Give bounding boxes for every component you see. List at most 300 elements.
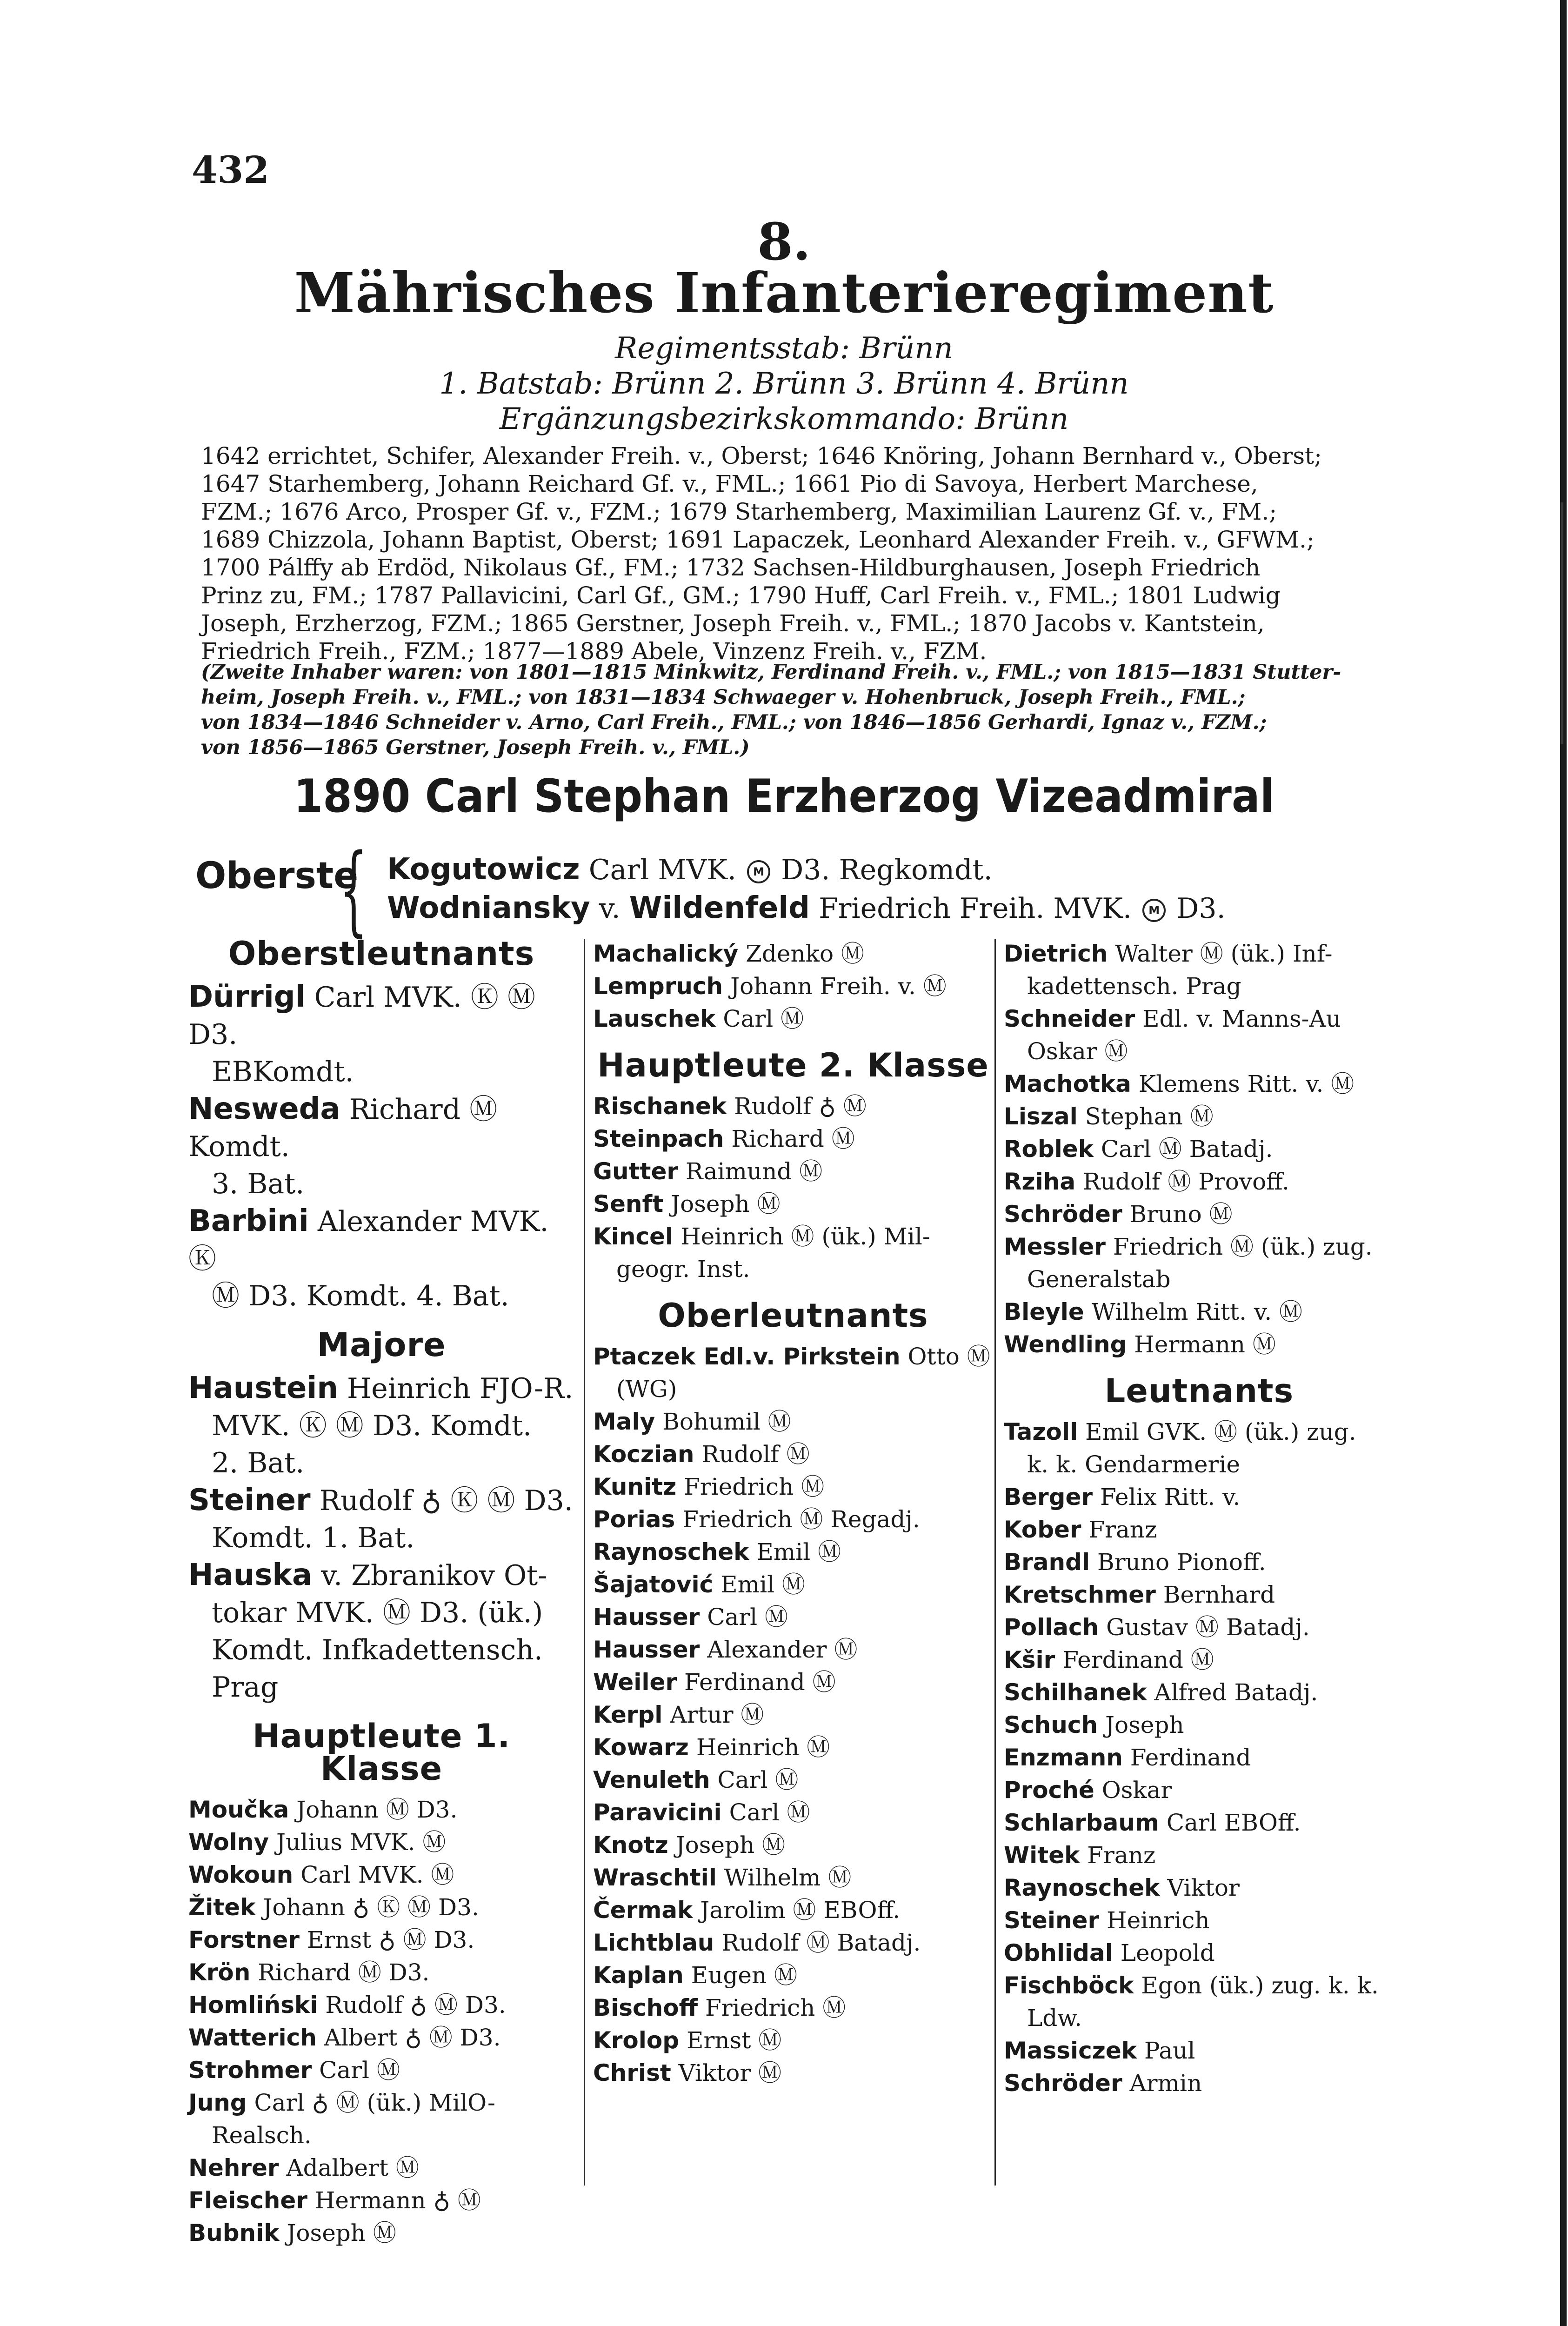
- entry-details: Eugen Ⓜ: [691, 1962, 798, 1989]
- entry-details: Joseph Ⓜ: [287, 2219, 396, 2246]
- entry-tail: D3. Regkomdt.: [781, 854, 993, 886]
- oberst-entry: [387, 852, 993, 887]
- entry-line: [1004, 1969, 1395, 2002]
- officer-entry: [593, 1829, 993, 1861]
- officer-entry: [1004, 1481, 1395, 1513]
- entry-details: Rudolf ♁ Ⓜ: [734, 1093, 867, 1120]
- majore-list: [188, 1370, 574, 1706]
- officer-entry: [188, 1203, 574, 1315]
- entry-details: Carl Ⓜ Batadj.: [1101, 1136, 1273, 1163]
- history-line: 1700 Pálffy ab Erdöd, Nikolaus Gf., FM.; 1732 Sachsen-Hildburghausen, Joseph Friedrich: [201, 554, 1261, 581]
- regiment-number: 8.: [757, 212, 811, 272]
- entry-details: Rudolf ♁ Ⓜ D3.: [325, 1992, 506, 2019]
- entry-details: Emil GVK. Ⓜ (ük.) zug.: [1085, 1418, 1356, 1445]
- entry-line: [1004, 1003, 1395, 1035]
- second-owners-note: [201, 660, 1392, 760]
- entry-surname: Schröder: [1004, 2070, 1122, 2097]
- entry-line: [1004, 1774, 1395, 1806]
- entry-line: [188, 1203, 574, 1277]
- officer-entry: [188, 1858, 574, 1891]
- officer-entry: [593, 1503, 993, 1536]
- officer-entry: [1004, 1774, 1395, 1806]
- entry-line: [188, 978, 574, 1053]
- leutnants-list: [1004, 1416, 1395, 2099]
- entry-line: [188, 2054, 574, 2086]
- entry-line: [593, 1764, 993, 1796]
- entry-line: [593, 1992, 993, 2024]
- entry-details: Friedrich Ⓜ: [684, 1473, 825, 1500]
- batallion-staff: 1. Batstab: Brünn 2. Brünn 3. Brünn 4. Brünn: [439, 367, 1129, 401]
- officer-entry: [1004, 1937, 1395, 1969]
- entry-surname: Tazoll: [1004, 1418, 1078, 1445]
- officer-entry: [593, 1698, 993, 1731]
- column-3: [1004, 937, 1395, 2099]
- entry-line: [188, 1989, 574, 2021]
- officer-entry: [593, 1340, 993, 1405]
- entry-details: Johann Ⓜ D3.: [296, 1796, 458, 1823]
- officer-entry: [593, 1796, 993, 1829]
- entry-line: [1004, 1481, 1395, 1513]
- officer-entry: [1004, 1328, 1395, 1361]
- entry-details: Richard Ⓜ D3.: [258, 1959, 430, 1986]
- note-line: von 1834—1846 Schneider v. Arno, Carl Freih., FML.; von 1846—1856 Gerhardi, Ignaz v., FZM.;: [201, 711, 1267, 734]
- entry-surname: Lichtblau: [593, 1929, 714, 1956]
- entry-surname: Bleyle: [1004, 1298, 1084, 1325]
- column-2: [593, 937, 993, 2089]
- entry-details: Franz: [1088, 1516, 1157, 1543]
- entry-surname: Moučka: [188, 1796, 289, 1823]
- entry-details: Bohumil Ⓜ: [662, 1408, 791, 1435]
- entry-details: Richard Ⓜ: [731, 1125, 855, 1152]
- officer-entry: [593, 1568, 993, 1601]
- entry-details: Carl MVK. Ⓚ Ⓜ D3.: [188, 981, 536, 1051]
- entry-surname: Strohmer: [188, 2057, 312, 2084]
- entry-tail: D3.: [1176, 892, 1226, 925]
- officer-entry: [593, 1090, 993, 1123]
- entry-line: [1004, 1416, 1395, 1448]
- column-divider: [584, 939, 585, 2186]
- entry-details: Heinrich Ⓜ: [696, 1734, 830, 1761]
- officer-entry: [593, 1536, 993, 1568]
- heading-oberleutnants: Oberleutnants: [658, 1297, 928, 1335]
- entry-line: [593, 1340, 993, 1373]
- entry-surname: Kogutowicz: [387, 852, 580, 887]
- officer-entry: [593, 1992, 993, 2024]
- entry-details: Viktor Ⓜ: [678, 2059, 782, 2086]
- regiment-title: Mährisches Infanterieregiment: [294, 261, 1274, 325]
- officer-entry: [188, 2184, 574, 2217]
- officer-entry: [1004, 1969, 1395, 2034]
- officer-entry: [1004, 1068, 1395, 1100]
- officer-entry: [593, 1123, 993, 1155]
- entry-details: v. Zbranikov Ot-: [321, 1559, 547, 1592]
- history-line: Prinz zu, FM.; 1787 Pallavicini, Carl Gf., GM.; 1790 Huff, Carl Freih. v., FML.; 1801 Ludwig: [201, 582, 1281, 609]
- entry-surname: Obhlidal: [1004, 1939, 1113, 1966]
- entry-surname: Proché: [1004, 1777, 1094, 1804]
- entry-line: [1004, 1806, 1395, 1839]
- officer-entry: [1004, 1133, 1395, 1165]
- entry-details: Rudolf Ⓜ: [701, 1441, 810, 1468]
- history-line: 1642 errichtet, Schifer, Alexander Freih. v., Oberst; 1646 Knöring, Johann Bernhard v., Oberst;: [201, 442, 1322, 469]
- note-line: (Zweite Inhaber waren: von 1801—1815 Minkwitz, Ferdinand Freih. v., FML.; von 1815—1831 Stutter-: [201, 661, 1341, 684]
- entry-details: Emil Ⓜ: [756, 1538, 841, 1565]
- entry-surname: Schilhanek: [1004, 1679, 1147, 1706]
- officer-entry: [1004, 1198, 1395, 1230]
- entry-line: [593, 1438, 993, 1470]
- officer-entry: [188, 1090, 574, 1203]
- entry-line: [1004, 1676, 1395, 1709]
- entry-surname: Fleischer: [188, 2187, 307, 2214]
- entry-surname: Porias: [593, 1506, 675, 1533]
- entry-continuation: Oskar Ⓜ: [1027, 1038, 1128, 1065]
- entry-surname: Kerpl: [593, 1701, 663, 1728]
- officer-entry: [1004, 937, 1395, 1003]
- entry-particle: v.: [599, 892, 621, 925]
- entry-line: [593, 1090, 993, 1123]
- heading-hauptleute-2: Hauptleute 2. Klasse: [597, 1046, 989, 1084]
- entry-surname: Bubnik: [188, 2219, 280, 2246]
- entry-line: [593, 1601, 993, 1633]
- officer-entry: [188, 1793, 574, 1826]
- entry-details: Albert ♁ Ⓜ D3.: [324, 2024, 501, 2051]
- history-line: Friedrich Freih., FZM.; 1877—1889 Abele, Vinzenz Freih. v., FZM.: [201, 638, 987, 665]
- entry-line: [1004, 1068, 1395, 1100]
- entry-details: Carl Ⓜ: [717, 1766, 799, 1793]
- officer-entry: [593, 1666, 993, 1698]
- entry-details: Bernhard: [1163, 1581, 1275, 1608]
- entry-line: [188, 1924, 574, 1956]
- entry-line: [1004, 1871, 1395, 1904]
- entry-surname: Liszal: [1004, 1103, 1078, 1130]
- entry-surname: Machotka: [1004, 1070, 1131, 1097]
- officer-entry: [188, 1956, 574, 1989]
- entry-surname: Venuleth: [593, 1766, 710, 1793]
- entry-line: [593, 1796, 993, 1829]
- entry-surname: Bischoff: [593, 1994, 698, 2021]
- regiment-history: [201, 442, 1392, 665]
- entry-continuation: Generalstab: [1027, 1266, 1171, 1293]
- entry-line: [188, 1826, 574, 1858]
- entry-details: Carl ♁ Ⓜ (ük.) MilO-: [254, 2089, 495, 2116]
- entry-line: [593, 1220, 993, 1253]
- officer-entry: [188, 1826, 574, 1858]
- officer-entry: [1004, 1416, 1395, 1481]
- officer-entry: [188, 1482, 574, 1557]
- entry-line: [188, 1090, 574, 1165]
- entry-continuation: (WG): [616, 1376, 677, 1403]
- entry-line: [593, 1731, 993, 1764]
- officer-entry: [188, 2217, 574, 2249]
- entry-surname: Kober: [1004, 1516, 1081, 1543]
- entry-line: [188, 2184, 574, 2217]
- entry-details: Heinrich Ⓜ (ük.) Mil-: [681, 1223, 930, 1250]
- entry-surname: Paravicini: [593, 1799, 722, 1826]
- heading-majore: Majore: [317, 1326, 446, 1364]
- entry-surname: Wolny: [188, 1829, 269, 1856]
- entry-continuation: k. k. Gendarmerie: [1027, 1451, 1241, 1478]
- entry-surname: Senft: [593, 1190, 664, 1217]
- entry-line: [188, 2086, 574, 2119]
- entry-surname: Wodniansky: [387, 891, 590, 925]
- entry-surname: Messler: [1004, 1233, 1106, 1260]
- entry-surname: Kaplan: [593, 1962, 684, 1989]
- officer-entry: [593, 1731, 993, 1764]
- officer-entry: [593, 937, 993, 970]
- entry-details: Joseph Ⓜ: [671, 1190, 781, 1217]
- entry-details: Ferdinand Ⓜ: [1062, 1646, 1214, 1673]
- officer-entry: [1004, 1611, 1395, 1644]
- entry-surname: Steiner: [188, 1483, 311, 1517]
- entry-surname: Barbini: [188, 1204, 309, 1238]
- entry-surname: Hauska: [188, 1558, 313, 1592]
- entry-details: Artur Ⓜ: [670, 1701, 764, 1728]
- entry-line: [1004, 1904, 1395, 1937]
- entry-line: [1004, 1611, 1395, 1644]
- officer-entry: [593, 970, 993, 1003]
- entry-line: [1004, 1578, 1395, 1611]
- entry-line: [593, 1633, 993, 1666]
- officer-entry: [188, 2054, 574, 2086]
- officer-entry: [1004, 1871, 1395, 1904]
- entry-details: Ernst ♁ Ⓜ D3.: [307, 1926, 475, 1953]
- entry-details: Otto Ⓜ: [907, 1343, 990, 1370]
- entry-surname: Koczian: [593, 1441, 694, 1468]
- entry-line: [1004, 1133, 1395, 1165]
- officer-entry: [593, 1926, 993, 1959]
- entry-line: [593, 1188, 993, 1220]
- entry-line: [593, 1536, 993, 1568]
- officer-entry: [593, 1601, 993, 1633]
- regiment-owner: 1890 Carl Stephan Erzherzog Vizeadmiral: [294, 770, 1274, 823]
- entry-line: [593, 937, 993, 970]
- entry-details: Friedrich Ⓜ: [705, 1994, 846, 2021]
- entry-details: Friedrich Ⓜ (ük.) zug.: [1113, 1233, 1373, 1260]
- entry-surname: Dürrigl: [188, 980, 306, 1014]
- entry-surname: Steiner: [1004, 1907, 1100, 1934]
- entry-line: [593, 1503, 993, 1536]
- oberste-label: Oberste: [195, 855, 359, 897]
- entry-surname: Forstner: [188, 1926, 300, 1953]
- officer-entry: [593, 1959, 993, 1992]
- entry-surname: Ptaczek Edl.v. Pirkstein: [593, 1343, 901, 1370]
- officer-entry: [1004, 1003, 1395, 1068]
- entry-details: Carl Ⓜ: [729, 1799, 810, 1826]
- entry-surname: Maly: [593, 1408, 655, 1435]
- officer-entry: [593, 1861, 993, 1894]
- entry-line: [593, 970, 993, 1003]
- entry-surname: Machalický: [593, 940, 739, 967]
- entry-line: [188, 2217, 574, 2249]
- officer-entry: [188, 1557, 574, 1706]
- entry-continuation: Komdt. 1. Bat.: [212, 1522, 415, 1554]
- entry-surname: Nehrer: [188, 2154, 279, 2181]
- entry-details: Alexander MVK. Ⓚ: [188, 1205, 549, 1275]
- entry-surname: Watterich: [188, 2024, 317, 2051]
- entry-details: Paul: [1144, 2037, 1195, 2064]
- officer-entry: [1004, 1904, 1395, 1937]
- officer-entry: [188, 1924, 574, 1956]
- entry-surname: Knotz: [593, 1831, 668, 1858]
- entry-line: [1004, 1709, 1395, 1741]
- entry-details: Alexander Ⓜ: [707, 1636, 858, 1663]
- entry-line: [593, 1894, 993, 1926]
- entry-details: Rudolf Ⓜ Provoff.: [1082, 1168, 1289, 1195]
- officer-entry: [593, 1438, 993, 1470]
- history-line: 1689 Chizzola, Johann Baptist, Oberst; 1691 Lapaczek, Leonhard Alexander Freih. v., GFWM.;: [201, 526, 1314, 553]
- officer-entry: [593, 2024, 993, 2057]
- entry-continuation: EBKomdt.: [212, 1056, 354, 1088]
- entry-surname: Steinpach: [593, 1125, 724, 1152]
- officer-entry: [593, 1633, 993, 1666]
- entry-details: Hermann Ⓜ: [1134, 1331, 1276, 1358]
- entry-details: Viktor: [1167, 1874, 1240, 1901]
- hauptleute-1-continued: [593, 937, 993, 1035]
- entry-details: Joseph: [1105, 1711, 1184, 1738]
- entry-line: [188, 1858, 574, 1891]
- entry-details: Zdenko Ⓜ: [746, 940, 864, 967]
- entry-continuation: Komdt. Infkadettensch. Prag: [212, 1634, 543, 1704]
- entry-surname: Čermak: [593, 1897, 693, 1924]
- ergaenzung-kommando: Ergänzungsbezirkskommando: Brünn: [499, 402, 1069, 436]
- column-divider: [994, 939, 996, 2186]
- entry-details: Franz: [1087, 1842, 1156, 1869]
- entry-line: [593, 1926, 993, 1959]
- entry-details: Ernst Ⓜ: [686, 2027, 782, 2054]
- entry-line: [1004, 1165, 1395, 1198]
- entry-line: [1004, 2034, 1395, 2067]
- entry-surname: Fischböck: [1004, 1972, 1134, 1999]
- officer-entry: [188, 2021, 574, 2054]
- entry-surname: Schuch: [1004, 1711, 1098, 1738]
- entry-details: Johann Freih. v. Ⓜ: [730, 973, 947, 1000]
- entry-line: [593, 1003, 993, 1035]
- entry-line: [188, 2021, 574, 2054]
- note-line: von 1856—1865 Gerstner, Joseph Freih. v., FML.): [201, 736, 750, 759]
- entry-line: [188, 1793, 574, 1826]
- entry-line: [188, 1482, 574, 1519]
- entry-surname: Hausser: [593, 1636, 700, 1663]
- officer-entry: [1004, 1676, 1395, 1709]
- entry-details: Leopold: [1120, 1939, 1215, 1966]
- entry-line: [1004, 1546, 1395, 1578]
- entry-surname: Rziha: [1004, 1168, 1076, 1195]
- entry-surname: Raynoschek: [593, 1538, 749, 1565]
- entry-surname: Wendling: [1004, 1331, 1127, 1358]
- entry-surname: Dietrich: [1004, 940, 1108, 967]
- entry-line: [1004, 1741, 1395, 1774]
- entry-line: [593, 2024, 993, 2057]
- entry-details: Joseph Ⓜ: [675, 1831, 786, 1858]
- entry-line: [1004, 1328, 1395, 1361]
- entry-surname: Brandl: [1004, 1549, 1090, 1576]
- entry-line: [593, 1405, 993, 1438]
- entry-details: Raimund Ⓜ: [685, 1158, 823, 1185]
- entry-line: [1004, 1513, 1395, 1546]
- oberleutnants-continued: [1004, 937, 1395, 1361]
- entry-continuation: 3. Bat.: [212, 1168, 305, 1200]
- entry-details: Klemens Ritt. v. Ⓜ: [1138, 1070, 1354, 1097]
- entry-details: Alfred Batadj.: [1154, 1679, 1318, 1706]
- officer-entry: [1004, 1839, 1395, 1871]
- entry-line: [593, 1123, 993, 1155]
- entry-details: Felix Ritt. v.: [1100, 1484, 1241, 1511]
- officer-entry: [1004, 1546, 1395, 1578]
- officer-entry: [188, 2086, 574, 2152]
- entry-surname: Schlarbaum: [1004, 1809, 1160, 1836]
- entry-details: Adalbert Ⓜ: [286, 2154, 419, 2181]
- margin-rule: [1561, 502, 1563, 744]
- officer-entry: [1004, 2034, 1395, 2067]
- entry-surname: Žitek: [188, 1894, 256, 1921]
- officer-entry: [1004, 1806, 1395, 1839]
- entry-details: Bruno Pionoff.: [1097, 1549, 1266, 1576]
- entry-surname: Lempruch: [593, 973, 723, 1000]
- entry-details: Friedrich Ⓜ Regadj.: [682, 1506, 920, 1533]
- entry-surname: Rischanek: [593, 1093, 727, 1120]
- officer-entry: [188, 1989, 574, 2021]
- entry-surname: Kincel: [593, 1223, 674, 1250]
- officer-entry: [1004, 1230, 1395, 1296]
- entry-line: [1004, 1644, 1395, 1676]
- officer-entry: [593, 1155, 993, 1188]
- entry-details: Carl EBOff.: [1166, 1809, 1301, 1836]
- entry-line: [593, 1155, 993, 1188]
- hauptleute-1-list: [188, 1793, 574, 2249]
- entry-continuation: kadettensch. Prag: [1027, 973, 1241, 1000]
- entry-line: [1004, 1937, 1395, 1969]
- entry-details: Carl Ⓜ: [707, 1604, 788, 1631]
- entry-details: Edl. v. Manns-Au: [1142, 1005, 1341, 1032]
- entry-details: Emil Ⓜ: [721, 1571, 805, 1598]
- oberst-entry: [387, 891, 1226, 925]
- officer-entry: [188, 978, 574, 1090]
- entry-details: Richard Ⓜ Komdt.: [188, 1093, 498, 1163]
- entry-continuation: geogr. Inst.: [616, 1256, 750, 1283]
- entry-line: [188, 1370, 574, 1407]
- entry-line: [1004, 1230, 1395, 1263]
- officer-entry: [593, 1894, 993, 1926]
- officer-entry: [593, 1003, 993, 1035]
- entry-details: Friedrich Freih. MVK.: [819, 892, 1132, 925]
- officer-entry: [188, 1370, 574, 1482]
- entry-surname: Kretschmer: [1004, 1581, 1156, 1608]
- entry-surname: Hausser: [593, 1604, 700, 1631]
- entry-details: Wilhelm Ritt. v. Ⓜ: [1091, 1298, 1303, 1325]
- entry-line: [1004, 937, 1395, 970]
- entry-line: [593, 2057, 993, 2089]
- history-line: FZM.; 1676 Arco, Prosper Gf. v., FZM.; 1679 Starhemberg, Maximilian Laurenz Gf. v., FM.;: [201, 498, 1277, 525]
- officer-entry: [1004, 1100, 1395, 1133]
- entry-line: [593, 1470, 993, 1503]
- officer-entry: [1004, 1741, 1395, 1774]
- officer-entry: [1004, 1165, 1395, 1198]
- entry-line: [593, 1666, 993, 1698]
- entry-surname: Roblek: [1004, 1136, 1094, 1163]
- entry-details: Ferdinand: [1130, 1744, 1251, 1771]
- history-line: Joseph, Erzherzog, FZM.; 1865 Gerstner, Joseph Freih. v., FML.; 1870 Jacobs v. Kantstein,: [201, 610, 1265, 637]
- oberstleutnants-list: [188, 978, 574, 1315]
- entry-surname: Schneider: [1004, 1005, 1135, 1032]
- page-number: 432: [192, 148, 269, 192]
- entry-details: Armin: [1129, 2070, 1202, 2097]
- entry-surname: Schröder: [1004, 1201, 1122, 1228]
- medal-icon: M: [1142, 899, 1166, 922]
- entry-details: Jarolim Ⓜ EBOff.: [700, 1897, 901, 1924]
- entry-details: Johann ♁ Ⓚ Ⓜ D3.: [263, 1894, 479, 1921]
- officer-entry: [188, 1891, 574, 1924]
- entry-line: [593, 1829, 993, 1861]
- entry-continuation: tokar MVK. Ⓜ D3. (ük.): [212, 1597, 543, 1629]
